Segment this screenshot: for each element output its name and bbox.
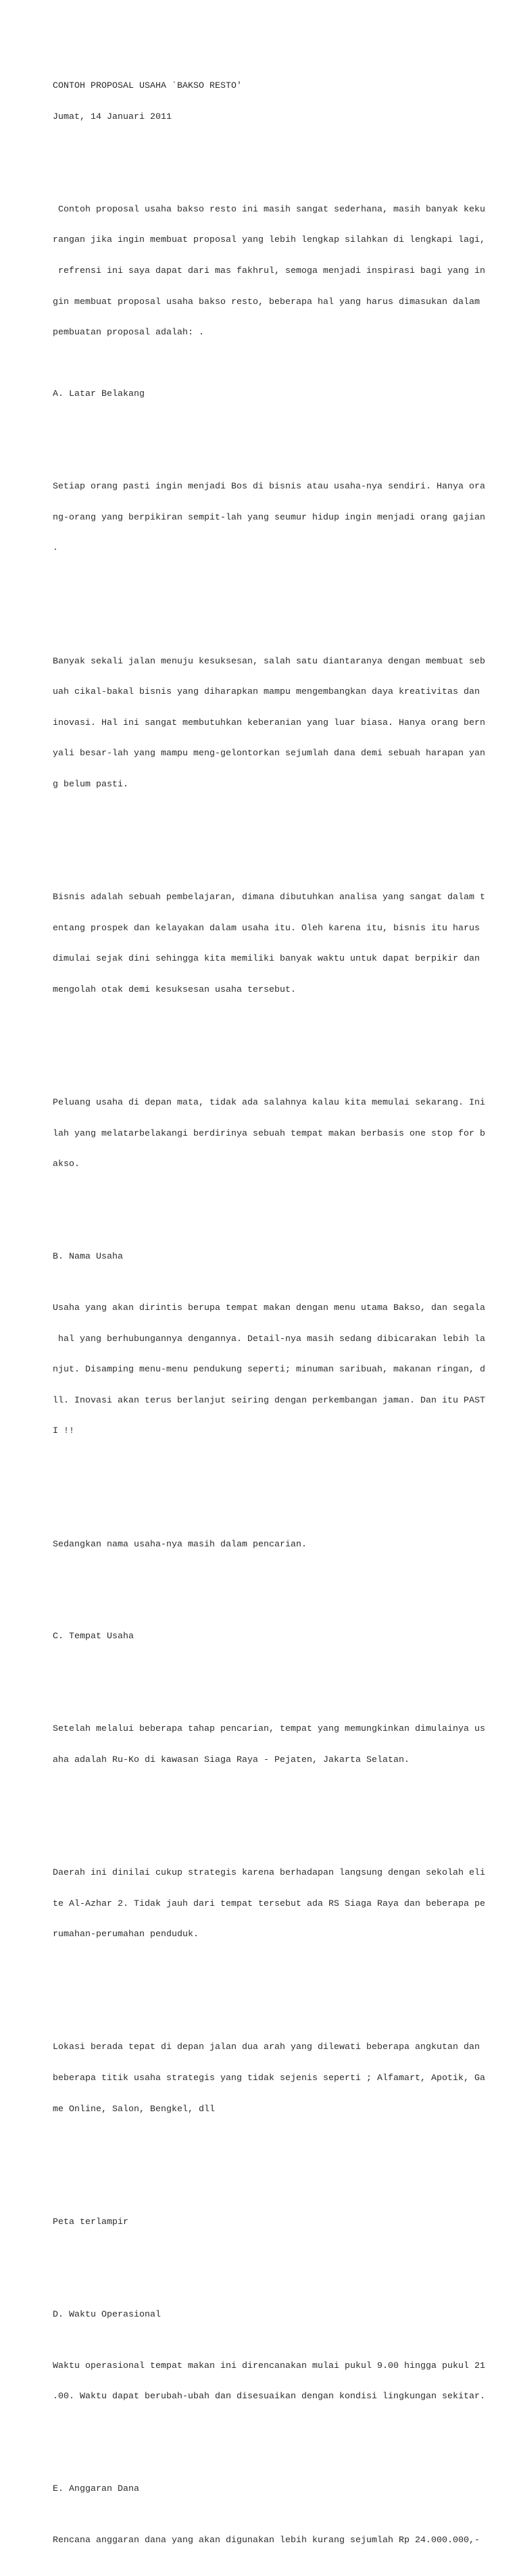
spacer: [53, 143, 512, 153]
spacer: [53, 2155, 512, 2165]
text-line: uah cikal-bakal bisnis yang diharapkan mampu mengembangkan daya kreativitas dan: [53, 686, 480, 697]
text-line: njut. Disamping menu-menu pendukung seperti; minuman saribuah, makanan ringan, d: [53, 1364, 485, 1375]
text-line: ll. Inovasi akan terus berlanjut seiring dengan perkembangan jaman. Dan itu PAST: [53, 1394, 485, 1405]
section-heading-anggaran-dana: E. Anggaran Dana: [53, 2483, 139, 2494]
text-line: Contoh proposal usaha bakso resto ini masih sangat sederhana, masih banyak keku: [53, 203, 485, 214]
section-heading-waktu-operasional: D. Waktu Operasional: [53, 2308, 161, 2319]
document-title: CONTOH PROPOSAL USAHA `BAKSO RESTO': [53, 80, 242, 91]
intro-paragraph: [53, 183, 512, 357]
paragraph: [53, 2515, 512, 2566]
text-line: .00. Waktu dapat berubah-ubah dan disesuaikan dengan kondisi lingkungan sekitar.: [53, 2391, 485, 2402]
document-date: Jumat, 14 Januari 2011: [53, 111, 172, 122]
text-line: Lokasi berada tepat di depan jalan dua arah yang dilewati beberapa angkutan dan: [53, 2042, 480, 2052]
text-line: I !!: [53, 1425, 74, 1436]
spacer: [53, 1980, 512, 1990]
spacer: [53, 420, 512, 430]
text-line: hal yang berhubungannya dengannya. Detail-nya masih sedang dibicarakan lebih la: [53, 1333, 485, 1344]
text-line: Setiap orang pasti ingin menjadi Bos di bisnis atau usaha-nya sendiri. Hanya ora: [53, 481, 485, 492]
text-line: inovasi. Hal ini sangat membutuhkan keberanian yang luar biasa. Hanya orang bern: [53, 717, 485, 728]
text-line: Peluang usaha di depan mata, tidak ada salahnya kalau kita memulai sekarang. Ini: [53, 1097, 485, 1108]
text-line: Usaha yang akan dirintis berupa tempat makan dengan menu utama Bakso, dan segala: [53, 1303, 485, 1313]
text-line: Setelah melalui beberapa tahap pencarian, tempat yang memungkinkan dimulainya us: [53, 1723, 485, 1734]
text-line: beberapa titik usaha strategis yang tidak sejenis seperti ; Alfamart, Apotik, Ga: [53, 2073, 485, 2083]
text-line: Waktu operasional tempat makan ini direncanakan mulai pukul 9.00 hingga pukul 21: [53, 2360, 485, 2371]
document-page: [53, 60, 512, 2576]
text-line: aha adalah Ru-Ko di kawasan Siaga Raya - Pejaten, Jakarta Selatan.: [53, 1754, 410, 1765]
paragraph: [53, 872, 512, 1015]
text-line: lah yang melatarbelakangi berdirinya sebuah tempat makan berbasis one stop for b: [53, 1128, 485, 1138]
text-line: dimulai sejak dini sehingga kita memiliki banyak waktu untuk dapat berpikir dan: [53, 953, 480, 964]
text-line: te Al-Azhar 2. Tidak jauh dari tempat tersebut ada RS Siaga Raya dan beberapa pe: [53, 1898, 485, 1909]
section-heading-nama-usaha: B. Nama Usaha: [53, 1251, 123, 1262]
paragraph: [53, 635, 512, 809]
paragraph: [53, 1282, 512, 1457]
text-line: rumahan-perumahan penduduk.: [53, 1929, 199, 1940]
section-heading-tempat-usaha: C. Tempat Usaha: [53, 1631, 134, 1642]
text-line: Daerah ini dinilai cukup strategis karena berhadapan langsung dengan sekolah eli: [53, 1867, 485, 1878]
paragraph: [53, 1703, 512, 1786]
spacer: [53, 830, 512, 840]
spacer: [53, 1477, 512, 1487]
paragraph: [53, 2196, 512, 2247]
text-line: Banyak sekali jalan menuju kesuksesan, salah satu diantaranya dengan membuat seb: [53, 655, 485, 666]
text-line: .: [53, 542, 58, 553]
paragraph: [53, 2340, 512, 2422]
paragraph: [53, 2021, 512, 2134]
paragraph: [53, 1077, 512, 1190]
paragraph: [53, 1518, 512, 1569]
text-line: me Online, Salon, Bengkel, dll: [53, 2103, 215, 2114]
text-line: mengolah otak demi kesuksesan usaha tersebut.: [53, 984, 296, 994]
spacer: [53, 1662, 512, 1672]
paragraph: [53, 1847, 512, 1960]
spacer: [53, 2268, 512, 2278]
spacer: [53, 1036, 512, 1046]
text-line: entang prospek dan kelayakan dalam usaha itu. Oleh karena itu, bisnis itu harus: [53, 922, 480, 933]
spacer: [53, 1210, 512, 1220]
spacer: [53, 594, 512, 604]
text-line: rangan jika ingin membuat proposal yang lebih lengkap silahkan di lengkapi lagi,: [53, 234, 485, 245]
text-line: Peta terlampir: [53, 2216, 128, 2227]
spacer: [53, 1590, 512, 1600]
section-heading-latar-belakang: A. Latar Belakang: [53, 388, 145, 399]
text-line: gin membuat proposal usaha bakso resto, beberapa hal yang harus dimasukan dalam: [53, 296, 480, 307]
text-line: ng-orang yang berpikiran sempit-lah yang seumur hidup ingin menjadi orang gajian: [53, 511, 485, 522]
paragraph: [53, 461, 512, 574]
spacer: [53, 2442, 512, 2452]
text-line: g belum pasti.: [53, 778, 128, 789]
text-line: Bisnis adalah sebuah pembelajaran, dimana dibutuhkan analisa yang sangat dalam t: [53, 892, 485, 903]
spacer: [53, 1806, 512, 1816]
text-line: akso.: [53, 1159, 80, 1169]
text-line: yali besar-lah yang mampu meng-gelontorkan sejumlah dana demi sebuah harapan yan: [53, 748, 485, 759]
text-line: Rencana anggaran dana yang akan digunakan lebih kurang sejumlah Rp 24.000.000,-: [53, 2535, 480, 2546]
text-line: Sedangkan nama usaha-nya masih dalam pencarian.: [53, 1538, 307, 1549]
text-line: pembuatan proposal adalah: .: [53, 327, 204, 338]
text-line: refrensi ini saya dapat dari mas fakhrul, semoga menjadi inspirasi bagi yang in: [53, 265, 485, 276]
